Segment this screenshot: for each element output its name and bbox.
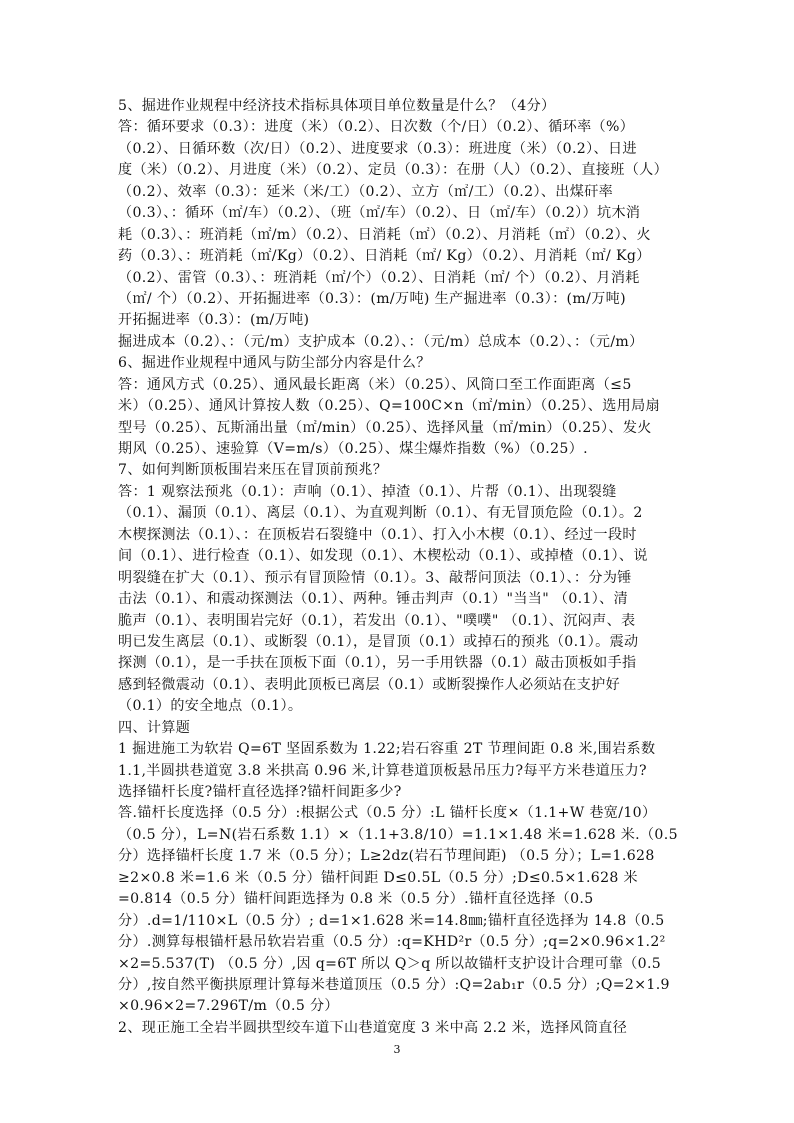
text-line: 1 掘进施工为软岩 Q=6T 坚固系数为 1.22;岩石容重 2T 节理间距 0.8 米,围岩系数 (118, 741, 656, 758)
text-line: 期风（0.25）、速验算（V=m/s）（0.25）、煤尘爆炸指数（%）（0.25）. (118, 441, 588, 457)
text-line: 答：1 观察法预兆（0.1）：声响（0.1）、掉渣（0.1）、片帮（0.1）、出现裂缝 (118, 483, 617, 500)
text-line: 答：循环要求（0.3）：进度（米）（0.2）、日次数（个/日）（0.2）、循环率（%） (118, 119, 635, 136)
text-line: （0.2）、效率（0.3）：延米（米/工）（0.2）、立方（㎡/工）（0.2）、出煤矸率 (118, 183, 614, 200)
text-line: 分）.d=1/110×L（0.5 分）; d=1×1.628 米=14.8㎜;锚杆直径选择为 14.8（0.5 (118, 912, 665, 929)
text-line: =0.814（0.5 分）锚杆间距选择为 0.8 米（0.5 分）.锚杆直径选择（0.5 (118, 891, 594, 908)
text-line: 度（米）（0.2）、月进度（米）（0.2）、定员（0.3）：在册（人）（0.2）、直接班（人） (118, 162, 669, 179)
text-line: 耗（0.3）、：班消耗（㎡/m）（0.2）、日消耗（㎡）（0.2）、月消耗（㎡）（0.2）、火 (118, 226, 651, 243)
text-line: 掘进成本（0.2）、：（元/m）支护成本（0.2）、：（元/m）总成本（0.2）、：（元/m） (118, 333, 644, 350)
text-line: （0.2）、日循环数（次/日）（0.2）、进度要求（0.3）：班进度（米）（0.2）、日进 (118, 140, 637, 157)
text-line: （0.3）、：循环（㎡/车）（0.2）、（班（㎡/车）（0.2）、日（㎡/车）（0.2））坑木消 (118, 205, 641, 222)
text-line: 答：通风方式（0.25）、通风最长距离（米）（0.25）、风筒口至工作面距离（≤5 (118, 376, 632, 393)
text-line: ×0.96×2=7.296T/m（0.5 分） (118, 998, 339, 1015)
text-line: 击法（0.1）、和震动探测法（0.1）、两种。锤击判声（0.1）"当当" （0.1）、清 (118, 591, 629, 608)
text-line: ≥2×0.8 米=1.6 米（0.5 分）锚杆间距 D≤0.5L（0.5 分）;D≤0.5×1.628 米 (118, 869, 639, 886)
text-line: 明裂缝在扩大（0.1）、预示有冒顶险情（0.1）。3、敲帮问顶法（0.1）、：分为锤 (118, 569, 632, 586)
text-line: 2、现正施工全岩半圆拱型绞车道下山巷道宽度 3 米中高 2.2 米，选择风筒直径 (118, 1019, 628, 1036)
text-line: ×2=5.537(T) （0.5 分）,因 q=6T 所以 Q＞q 所以故锚杆支护设计合理可靠（0.5 (118, 955, 662, 972)
text-line: 7、如何判断顶板围岩来压在冒顶前预兆？ (118, 462, 388, 479)
text-line: 分）.测算每根锚杆悬吊软岩岩重（0.5 分）:q=KHD²r（0.5 分）;q=2×0.96×1.2² (118, 934, 666, 951)
text-line: 答.锚杆长度选择（0.5 分）:根据公式（0.5 分）:L 锚杆长度×（1.1+W 巷宽/10） (118, 805, 657, 822)
text-line: （0.2）、雷管（0.3）、：班消耗（㎡/个）（0.2）、日消耗（㎡/ 个）（0.2）、月消耗 (118, 269, 640, 286)
text-line: 1.1,半圆拱巷道宽 3.8 米拱高 0.96 米,计算巷道顶板悬吊压力?每平方米巷道压力? (118, 762, 647, 779)
text-line: 6、掘进作业规程中通风与防尘部分内容是什么？ (118, 355, 431, 372)
text-line: 型号（0.25）、瓦斯涌出量（㎡/min）（0.25）、选择风量（㎡/min）（0.25）、发火 (118, 419, 652, 436)
text-line: （0.5 分），L=N(岩石系数 1.1）×（1.1+3.8/10）=1.1×1.48 米=1.628 米.（0.5 (118, 826, 678, 843)
page-number: 3 (393, 1043, 401, 1056)
text-line: （0.1）的安全地点（0.1）。 (118, 698, 303, 715)
text-line: 四、计算题 (118, 719, 191, 736)
text-line: 木楔探测法（0.1）、：在顶板岩石裂缝中（0.1）、打入小木楔（0.1）、经过一段时 (118, 526, 637, 543)
text-line: （0.1）、漏顶（0.1）、离层（0.1）、为直观判断（0.1）、有无冒顶危险（0.1）。2 (118, 505, 643, 522)
document-body (118, 96, 688, 1039)
text-line: 药（0.3）、：班消耗（㎡/Kg）（0.2）、日消耗（㎡/ Kg）（0.2）、月消耗（㎡/ Kg） (118, 248, 651, 265)
text-line: 探测（0.1），是一手扶在顶板下面（0.1），另一手用铁器（0.1）敲击顶板如手指 (118, 655, 637, 672)
text-line: 米）（0.25）、通风计算按人数（0.25）、Q=100C×n（㎡/min）（0.25）、选用局扇 (118, 398, 661, 415)
text-line: 感到轻微震动（0.1）、表明此顶板已离层（0.1）或断裂操作人必须站在支护好 (118, 676, 621, 693)
text-line: 间（0.1）、进行检查（0.1）、如发现（0.1）、木楔松动（0.1）、或掉楂（0.1）、说 (118, 548, 648, 565)
text-line: 开拓掘进率（0.3）：(m/万吨) (118, 312, 310, 329)
text-line: 脆声（0.1）、表明围岩完好（0.1），若发出（0.1）、"噗噗" （0.1）、沉闷声、表 (118, 612, 636, 629)
text-line: 明已发生离层（0.1）、或断裂（0.1），是冒顶（0.1）或掉石的预兆（0.1）。震动 (118, 633, 639, 650)
text-line: 分）选择锚杆长度 1.7 米（0.5 分）；L≥2dz(岩石节理间距) （0.5 分）；L=1.628 (118, 848, 655, 865)
text-line: 选择锚杆长度?锚杆直径选择?锚杆间距多少? (118, 784, 402, 800)
text-line: （㎡/ 个）（0.2）、开拓掘进率（0.3）：(m/万吨) 生产掘进率（0.3）：(m/万吨) (118, 290, 626, 307)
text-line: 5、掘进作业规程中经济技术指标具体项目单位数量是什么？（4分） (118, 98, 556, 114)
text-line: 分）,按自然平衡拱原理计算每米巷道顶压（0.5 分）:Q=2ab₁r（0.5 分）;Q=2×1.9 (118, 976, 670, 993)
